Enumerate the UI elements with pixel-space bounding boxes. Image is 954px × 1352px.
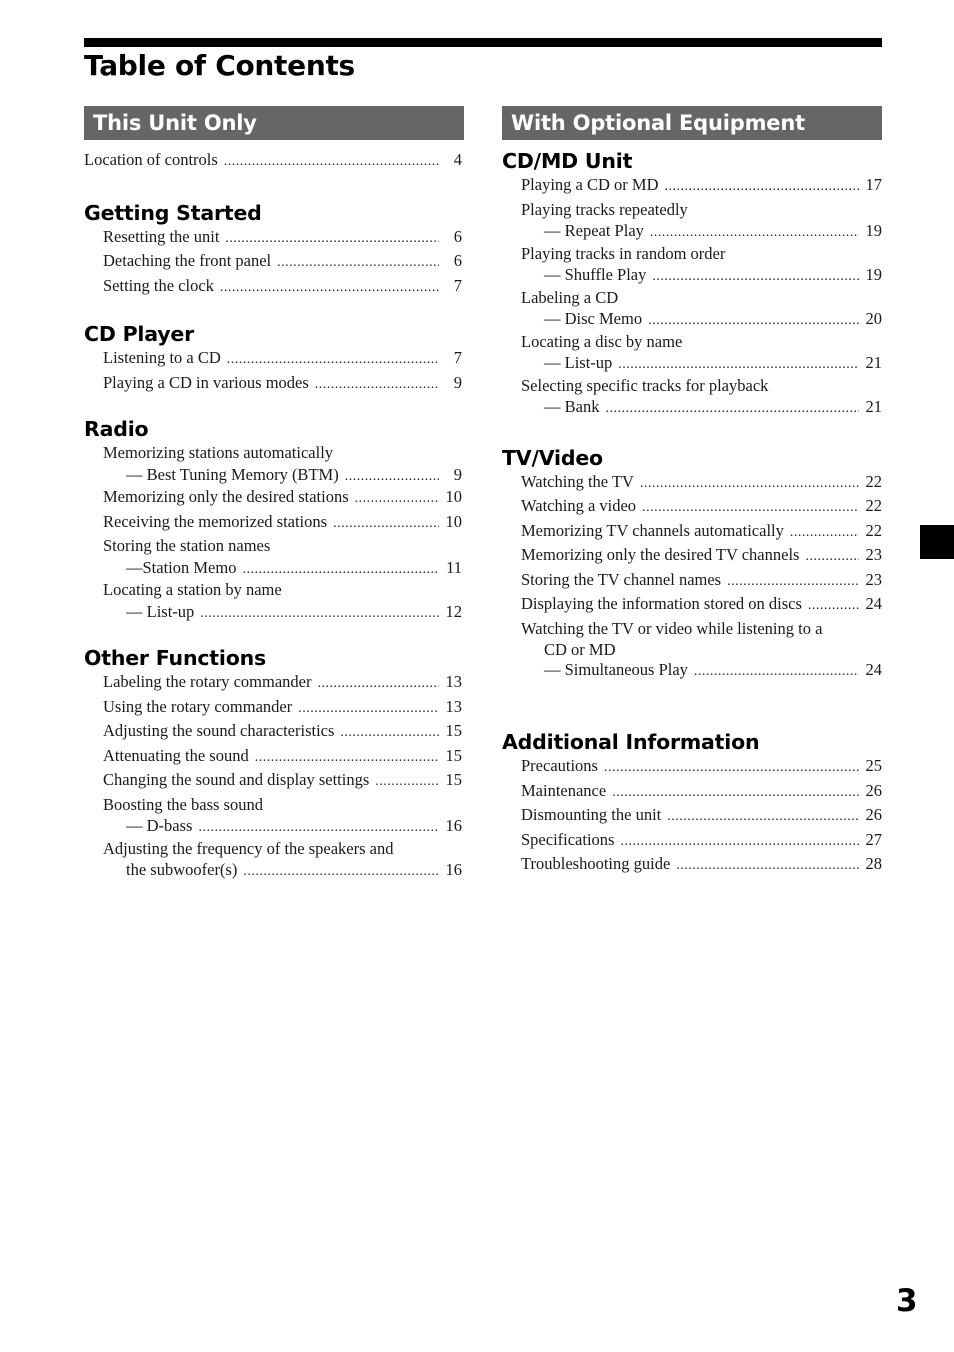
right-column-body — [502, 148, 882, 878]
toc-entry[interactable] — [521, 287, 882, 331]
group-heading: Additional Information — [502, 730, 760, 754]
dot-leader — [277, 252, 439, 275]
toc-entry-line — [103, 696, 464, 721]
dot-leader — [220, 277, 439, 300]
dot-leader — [375, 771, 439, 794]
toc-entry-line — [521, 331, 882, 354]
toc-entry-title: Watching a video — [521, 496, 637, 515]
toc-entry-line — [103, 465, 464, 487]
dot-leader — [604, 757, 859, 780]
toc-entry-line — [521, 853, 882, 878]
toc-entry-line — [103, 442, 464, 465]
toc-entry-line — [521, 660, 882, 682]
toc-entry-title: — Shuffle Play — [544, 265, 647, 284]
toc-page-number: 7 — [453, 348, 462, 367]
dot-leader — [200, 604, 439, 624]
toc-entry-title: Storing the TV channel names — [521, 569, 722, 589]
toc-entry-line — [103, 275, 464, 300]
toc-entry-title: Adjusting the sound characteristics — [103, 721, 335, 740]
toc-page-number: 26 — [865, 805, 882, 824]
toc-entry-list — [84, 671, 464, 882]
toc-group — [502, 148, 882, 419]
toc-entry-title: — D-bass — [126, 816, 193, 835]
toc-page-number: 17 — [865, 175, 882, 194]
toc-entry-title: Specifications — [521, 829, 615, 849]
toc-entry[interactable] — [84, 149, 464, 174]
toc-entry-line — [521, 520, 882, 545]
toc-entry-title: Memorizing stations automatically — [103, 443, 334, 462]
toc-group — [502, 445, 882, 682]
toc-page-number: 23 — [865, 569, 882, 589]
toc-group — [84, 645, 464, 882]
toc-entry-title: Memorizing TV channels automatically — [521, 520, 784, 540]
toc-page-number: 22 — [865, 471, 882, 491]
toc-entry-line — [103, 535, 464, 558]
toc-entry[interactable] — [103, 442, 464, 486]
toc-page-number: 26 — [865, 780, 882, 800]
dot-leader — [652, 267, 859, 287]
toc-entry-title: Playing a CD or MD — [521, 175, 659, 194]
toc-entry[interactable] — [521, 829, 882, 854]
toc-page-number: 9 — [453, 464, 462, 484]
toc-entry-list — [502, 471, 882, 682]
toc-entry[interactable] — [103, 511, 464, 536]
toc-entry-title: Labeling a CD — [521, 287, 619, 307]
toc-entry-line — [103, 816, 464, 838]
toc-entry-line — [521, 755, 882, 780]
toc-entry[interactable] — [521, 174, 882, 199]
toc-page-number: 15 — [445, 721, 462, 740]
toc-entry[interactable] — [103, 250, 464, 275]
toc-entry-line — [103, 579, 464, 602]
toc-page-number: 19 — [865, 265, 882, 284]
toc-entry[interactable] — [521, 593, 882, 618]
toc-page-number: 20 — [865, 309, 882, 328]
toc-page-number: 22 — [865, 496, 882, 515]
toc-page-number: 15 — [445, 770, 462, 789]
toc-entry-title: — Disc Memo — [544, 309, 643, 328]
toc-entry[interactable] — [103, 372, 464, 397]
toc-page-number: 19 — [865, 221, 882, 240]
dot-leader — [355, 488, 439, 511]
toc-entry[interactable] — [521, 780, 882, 805]
toc-entry-title: Listening to a CD — [103, 348, 221, 367]
section-header-this-unit-only: This Unit Only — [84, 106, 464, 140]
group-heading: Getting Started — [84, 200, 262, 225]
toc-page-number: 7 — [453, 275, 462, 295]
toc-entry-line — [103, 769, 464, 794]
dot-leader — [242, 560, 439, 580]
toc-entry[interactable] — [521, 755, 882, 780]
toc-entry[interactable] — [103, 671, 464, 696]
toc-entry[interactable] — [521, 199, 882, 243]
toc-entry-list — [84, 442, 464, 623]
dot-leader — [640, 473, 859, 496]
toc-entry[interactable] — [103, 579, 464, 623]
group-heading: TV/Video — [502, 445, 603, 470]
toc-entry[interactable] — [103, 745, 464, 770]
toc-entry-line — [521, 375, 882, 398]
dot-leader — [620, 831, 859, 854]
toc-page-number: 24 — [865, 594, 882, 613]
toc-entry-title: the subwoofer(s) — [126, 860, 238, 879]
toc-page-number: 16 — [445, 860, 462, 879]
dot-leader — [224, 151, 439, 174]
dot-leader — [805, 546, 859, 569]
toc-entry-title: Setting the clock — [103, 275, 214, 295]
toc-entry-line — [103, 720, 464, 745]
dot-leader — [808, 595, 859, 618]
dot-leader — [243, 862, 439, 882]
toc-entry-title: Locating a disc by name — [521, 331, 683, 351]
toc-entry-line — [521, 618, 882, 641]
left-column-body — [84, 149, 464, 882]
dot-leader — [605, 399, 859, 419]
toc-entry-title: Watching the TV — [521, 471, 634, 491]
toc-page-number: 24 — [865, 659, 882, 679]
toc-entry[interactable] — [103, 838, 464, 882]
toc-entry-title: — Best Tuning Memory (BTM) — [126, 464, 339, 484]
toc-entry-list — [502, 755, 882, 878]
toc-entry-line — [103, 372, 464, 397]
toc-entry-line — [103, 250, 464, 275]
toc-page-number: 11 — [446, 557, 462, 577]
toc-entry[interactable] — [103, 696, 464, 721]
toc-entry-line — [103, 860, 464, 882]
dot-leader — [333, 513, 439, 536]
toc-entry-title: Location of controls — [84, 150, 218, 169]
toc-page-number: 6 — [453, 226, 462, 246]
toc-entry-title: Storing the station names — [103, 536, 271, 555]
toc-entry-title: Playing tracks in random order — [521, 243, 726, 263]
toc-entry-title: Labeling the rotary commander — [103, 672, 312, 691]
toc-entry[interactable] — [521, 618, 882, 682]
right-column — [502, 106, 882, 878]
toc-entry[interactable] — [521, 331, 882, 375]
toc-entry-line — [103, 794, 464, 817]
toc-entry-line — [103, 671, 464, 696]
toc-entry-list — [84, 226, 464, 300]
dot-leader — [650, 223, 859, 243]
toc-group — [502, 729, 882, 878]
toc-entry[interactable] — [103, 794, 464, 838]
toc-entry-line — [521, 569, 882, 594]
toc-entry-title: — Repeat Play — [544, 221, 644, 240]
group-heading: Other Functions — [84, 646, 267, 670]
toc-entry-title: Adjusting the frequency of the speakers and — [103, 838, 394, 858]
toc-page-number: 23 — [865, 545, 882, 564]
toc-page-number: 10 — [445, 511, 462, 531]
toc-entry[interactable] — [521, 804, 882, 829]
toc-entry-title: Precautions — [521, 756, 598, 775]
top-rule — [84, 38, 882, 47]
toc-group — [84, 416, 464, 623]
toc-entry-line — [103, 838, 464, 861]
toc-entry-line — [521, 243, 882, 266]
toc-entry-title: Locating a station by name — [103, 580, 282, 599]
section-header-with-optional-equipment: With Optional Equipment — [502, 106, 882, 140]
group-heading: CD Player — [84, 322, 195, 346]
toc-page-number: 9 — [453, 372, 462, 392]
intro-entries — [84, 149, 464, 174]
toc-entry-line — [521, 544, 882, 569]
toc-entry-line — [521, 829, 882, 854]
toc-entry[interactable] — [521, 471, 882, 496]
toc-entry-title: — Simultaneous Play — [544, 659, 688, 679]
dot-leader — [790, 522, 859, 545]
dot-leader — [317, 673, 439, 696]
toc-entry-title: Displaying the information stored on discs — [521, 594, 802, 613]
toc-entry[interactable] — [103, 226, 464, 251]
toc-entry-title: Detaching the front panel — [103, 251, 272, 270]
toc-entry-line — [521, 804, 882, 829]
toc-entry-list — [84, 347, 464, 396]
toc-page-number: 16 — [445, 816, 462, 835]
toc-entry-line — [103, 745, 464, 770]
toc-entry-title: —Station Memo — [126, 557, 237, 577]
toc-page-number: 22 — [865, 520, 882, 540]
thumb-tab-marker — [920, 525, 954, 559]
toc-group — [84, 321, 464, 396]
toc-page-number: 13 — [445, 672, 462, 691]
dot-leader — [648, 311, 859, 331]
toc-page-number: 28 — [865, 854, 882, 873]
toc-entry[interactable] — [103, 720, 464, 745]
dot-leader — [642, 497, 859, 520]
toc-page-number: 21 — [865, 397, 882, 416]
toc-entry-line — [521, 780, 882, 805]
dot-leader — [255, 747, 439, 770]
toc-entry-line — [521, 353, 882, 375]
toc-entry-line — [521, 287, 882, 310]
page-number: 3 — [896, 1283, 918, 1319]
toc-entry-title: Dismounting the unit — [521, 805, 662, 824]
toc-entry[interactable] — [103, 769, 464, 794]
dot-leader — [727, 571, 859, 594]
toc-entry-title: — List-up — [544, 353, 613, 372]
toc-entry-line — [103, 347, 464, 372]
toc-entry-line — [103, 558, 464, 580]
toc-entry-line — [521, 495, 882, 520]
toc-entry[interactable] — [521, 569, 882, 594]
toc-entry-title: Playing a CD in various modes — [103, 372, 309, 392]
toc-page-number: 15 — [445, 745, 462, 765]
dot-leader — [665, 176, 860, 199]
toc-entry-line — [521, 309, 882, 331]
toc-entry-title: Memorizing only the desired stations — [103, 487, 349, 506]
toc-entry-line — [103, 486, 464, 511]
toc-entry[interactable] — [103, 347, 464, 372]
toc-page-number: 12 — [445, 601, 462, 621]
dot-leader — [227, 349, 439, 372]
toc-entry-line — [521, 174, 882, 199]
toc-entry-line — [521, 593, 882, 618]
toc-entry-line — [521, 640, 882, 660]
dot-leader — [618, 355, 859, 375]
toc-entry-title: Memorizing only the desired TV channels — [521, 545, 800, 564]
dot-leader — [340, 722, 439, 745]
toc-entry-line — [103, 226, 464, 251]
toc-entry-line — [521, 265, 882, 287]
toc-entry-line — [521, 221, 882, 243]
dot-leader — [694, 662, 859, 682]
toc-entry-line — [103, 511, 464, 536]
toc-entry[interactable] — [103, 486, 464, 511]
toc-entry[interactable] — [103, 535, 464, 579]
toc-entry[interactable] — [521, 495, 882, 520]
dot-leader — [198, 818, 439, 838]
group-heading: CD/MD Unit — [502, 149, 633, 173]
toc-entry-line — [521, 397, 882, 419]
toc-entry-title: Watching the TV or video while listening to a — [521, 618, 823, 638]
toc-entry-title: — List-up — [126, 601, 195, 621]
dot-leader — [612, 782, 859, 805]
toc-page-number: 25 — [865, 756, 882, 775]
toc-entry[interactable] — [521, 520, 882, 545]
toc-entry-list — [502, 174, 882, 419]
toc-entry-title: Playing tracks repeatedly — [521, 199, 688, 219]
toc-entry-title: Attenuating the sound — [103, 745, 249, 765]
toc-page-number: 6 — [453, 251, 462, 270]
toc-entry-line — [521, 199, 882, 222]
dot-leader — [667, 806, 859, 829]
toc-entry-title: Resetting the unit — [103, 226, 220, 246]
dot-leader — [225, 228, 439, 251]
toc-entry-title: Changing the sound and display settings — [103, 770, 370, 789]
toc-entry[interactable] — [521, 243, 882, 287]
toc-entry-title: Maintenance — [521, 780, 607, 800]
left-column — [84, 106, 464, 882]
toc-page-number: 27 — [865, 829, 882, 849]
toc-entry-title: CD or MD — [544, 640, 616, 659]
toc-entry[interactable] — [521, 375, 882, 419]
group-heading: Radio — [84, 417, 149, 441]
toc-entry-line — [84, 149, 464, 174]
dot-leader — [345, 467, 439, 487]
toc-page-number: 10 — [445, 487, 462, 506]
dot-leader — [676, 855, 859, 878]
toc-entry-title: Receiving the memorized stations — [103, 511, 328, 531]
toc-entry-title: Using the rotary commander — [103, 696, 293, 716]
page-title: Table of Contents — [84, 49, 355, 82]
dot-leader — [298, 698, 439, 721]
toc-entry[interactable] — [521, 544, 882, 569]
toc-entry-title: Troubleshooting guide — [521, 854, 671, 873]
toc-page-number: 21 — [865, 353, 882, 372]
toc-group — [84, 200, 464, 300]
toc-entry-line — [521, 471, 882, 496]
toc-entry[interactable] — [521, 853, 882, 878]
toc-entry-title: Selecting specific tracks for playback — [521, 375, 769, 395]
toc-entry-title: Boosting the bass sound — [103, 794, 263, 814]
toc-page-number: 4 — [453, 150, 462, 169]
toc-entry-title: — Bank — [544, 397, 600, 416]
dot-leader — [315, 374, 439, 397]
toc-entry[interactable] — [103, 275, 464, 300]
toc-page-number: 13 — [445, 696, 462, 716]
toc-entry-line — [103, 602, 464, 624]
